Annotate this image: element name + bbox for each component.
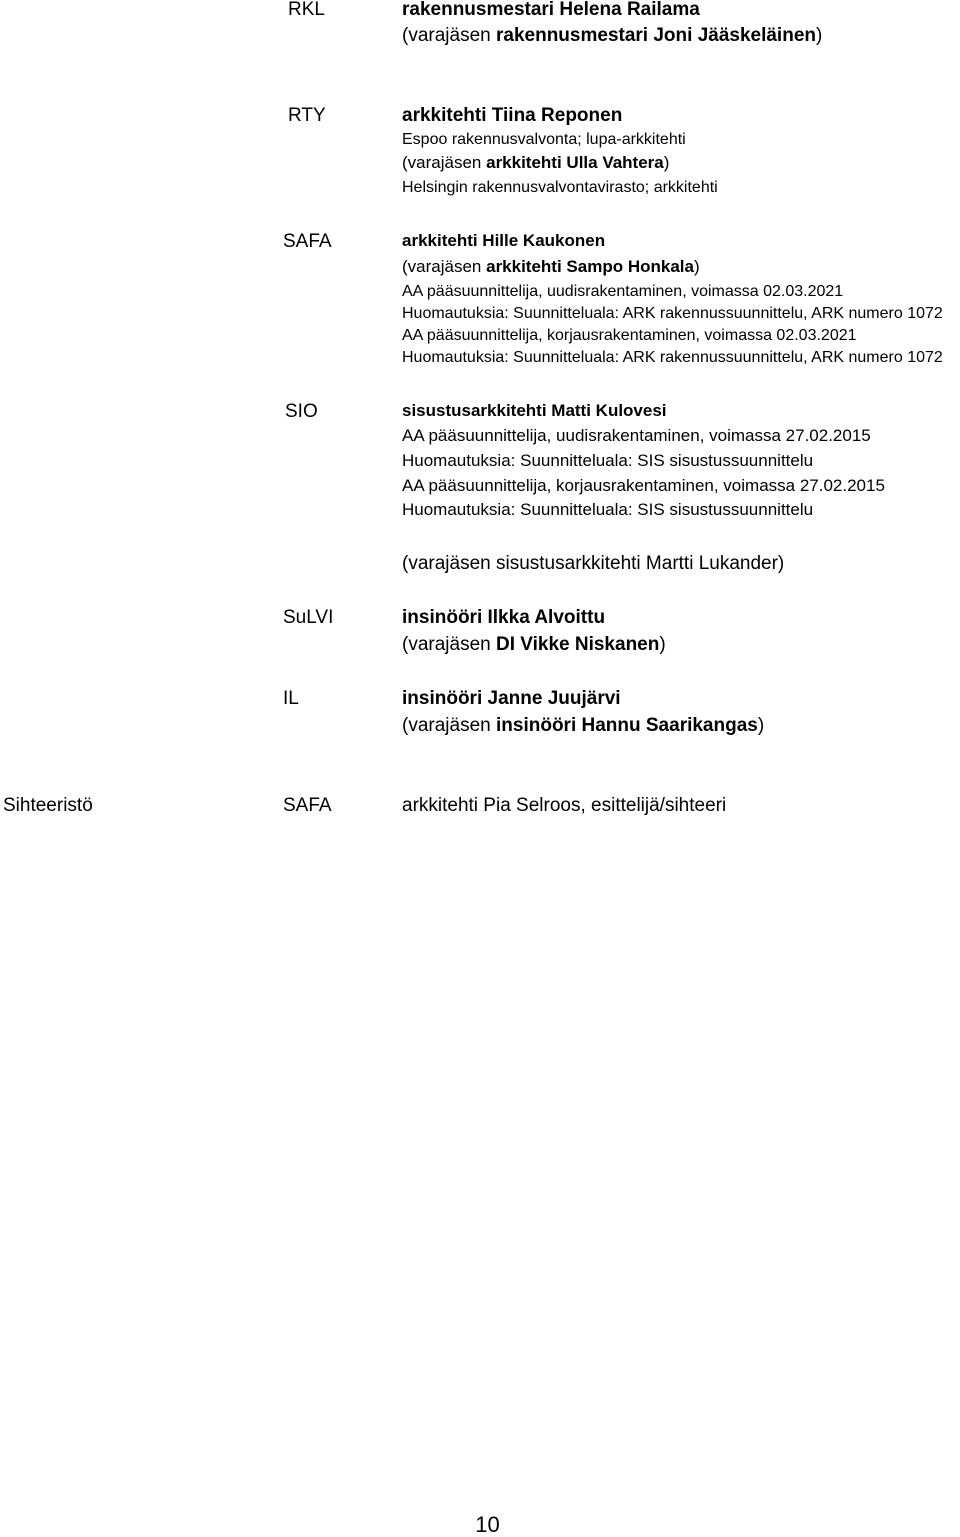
sulvi-deputy — [402, 635, 666, 654]
safa-detail: Huomautuksia: Suunnitteluala: ARK rakennussuunnittelu, ARK numero 1072 — [402, 349, 943, 366]
rty-member-detail: Espoo rakennusvalvonta; lupa-arkkitehti — [402, 131, 686, 148]
sio-detail: AA pääsuunnittelija, uudisrakentaminen, voimassa 27.02.2015 — [402, 426, 871, 445]
safa-detail: AA pääsuunnittelija, uudisrakentaminen, voimassa 02.03.2021 — [402, 283, 844, 300]
sio-member: sisustusarkkitehti Matti Kulovesi — [402, 401, 667, 420]
safa-detail: AA pääsuunnittelija, korjausrakentaminen, voimassa 02.03.2021 — [402, 327, 857, 344]
rty-deputy-detail: Helsingin rakennusvalvontavirasto; arkkitehti — [402, 179, 718, 196]
secretariat-org: SAFA — [283, 795, 332, 816]
rkl-deputy-name: rakennusmestari Joni Jääskeläinen — [496, 25, 816, 46]
il-member: insinööri Janne Juujärvi — [402, 688, 621, 709]
secretariat-member: arkkitehti Pia Selroos, esittelijä/sihteeri — [402, 795, 727, 816]
rty-deputy-suffix: ) — [663, 153, 670, 172]
rty-deputy-name: arkkitehti Ulla Vahtera — [486, 153, 664, 172]
rkl-deputy — [402, 26, 822, 45]
sulvi-deputy-suffix: ) — [659, 634, 666, 655]
rkl-member: rakennusmestari Helena Railama — [402, 0, 700, 20]
sio-detail: Huomautuksia: Suunnitteluala: SIS sisustussuunnittelu — [402, 451, 814, 470]
rty-member: arkkitehti Tiina Reponen — [402, 105, 623, 126]
safa-deputy-suffix: ) — [693, 257, 700, 276]
org-rty: RTY — [288, 105, 326, 126]
safa-deputy — [402, 258, 700, 275]
safa-detail: Huomautuksia: Suunnitteluala: ARK rakennussuunnittelu, ARK numero 1072 — [402, 305, 943, 322]
rty-deputy-prefix: (varajäsen — [402, 153, 487, 172]
org-sulvi: SuLVI — [283, 607, 334, 628]
safa-deputy-prefix: (varajäsen — [402, 257, 487, 276]
safa-member: arkkitehti Hille Kaukonen — [402, 231, 606, 250]
sio-detail: AA pääsuunnittelija, korjausrakentaminen, voimassa 27.02.2015 — [402, 476, 885, 495]
page-number: 10 — [475, 1512, 500, 1537]
il-deputy — [402, 716, 764, 735]
org-il: IL — [283, 688, 299, 709]
rkl-deputy-prefix: (varajäsen — [402, 25, 496, 46]
secretariat-label: Sihteeristö — [3, 795, 93, 816]
il-deputy-name: insinööri Hannu Saarikangas — [496, 715, 758, 736]
safa-deputy-name: arkkitehti Sampo Honkala — [486, 257, 694, 276]
org-sio: SIO — [285, 401, 318, 422]
rkl-deputy-suffix: ) — [816, 25, 823, 46]
sio-detail: Huomautuksia: Suunnitteluala: SIS sisustussuunnittelu — [402, 500, 814, 519]
org-safa: SAFA — [283, 231, 332, 252]
rty-deputy — [402, 154, 669, 171]
sulvi-member: insinööri Ilkka Alvoittu — [402, 607, 606, 628]
sulvi-deputy-prefix: (varajäsen — [402, 634, 496, 655]
org-rkl: RKL — [288, 0, 325, 20]
sulvi-deputy-name: DI Vikke Niskanen — [496, 634, 660, 655]
il-deputy-prefix: (varajäsen — [402, 715, 496, 736]
il-deputy-suffix: ) — [757, 715, 765, 736]
sio-deputy: (varajäsen sisustusarkkitehti Martti Lukander) — [402, 553, 785, 574]
